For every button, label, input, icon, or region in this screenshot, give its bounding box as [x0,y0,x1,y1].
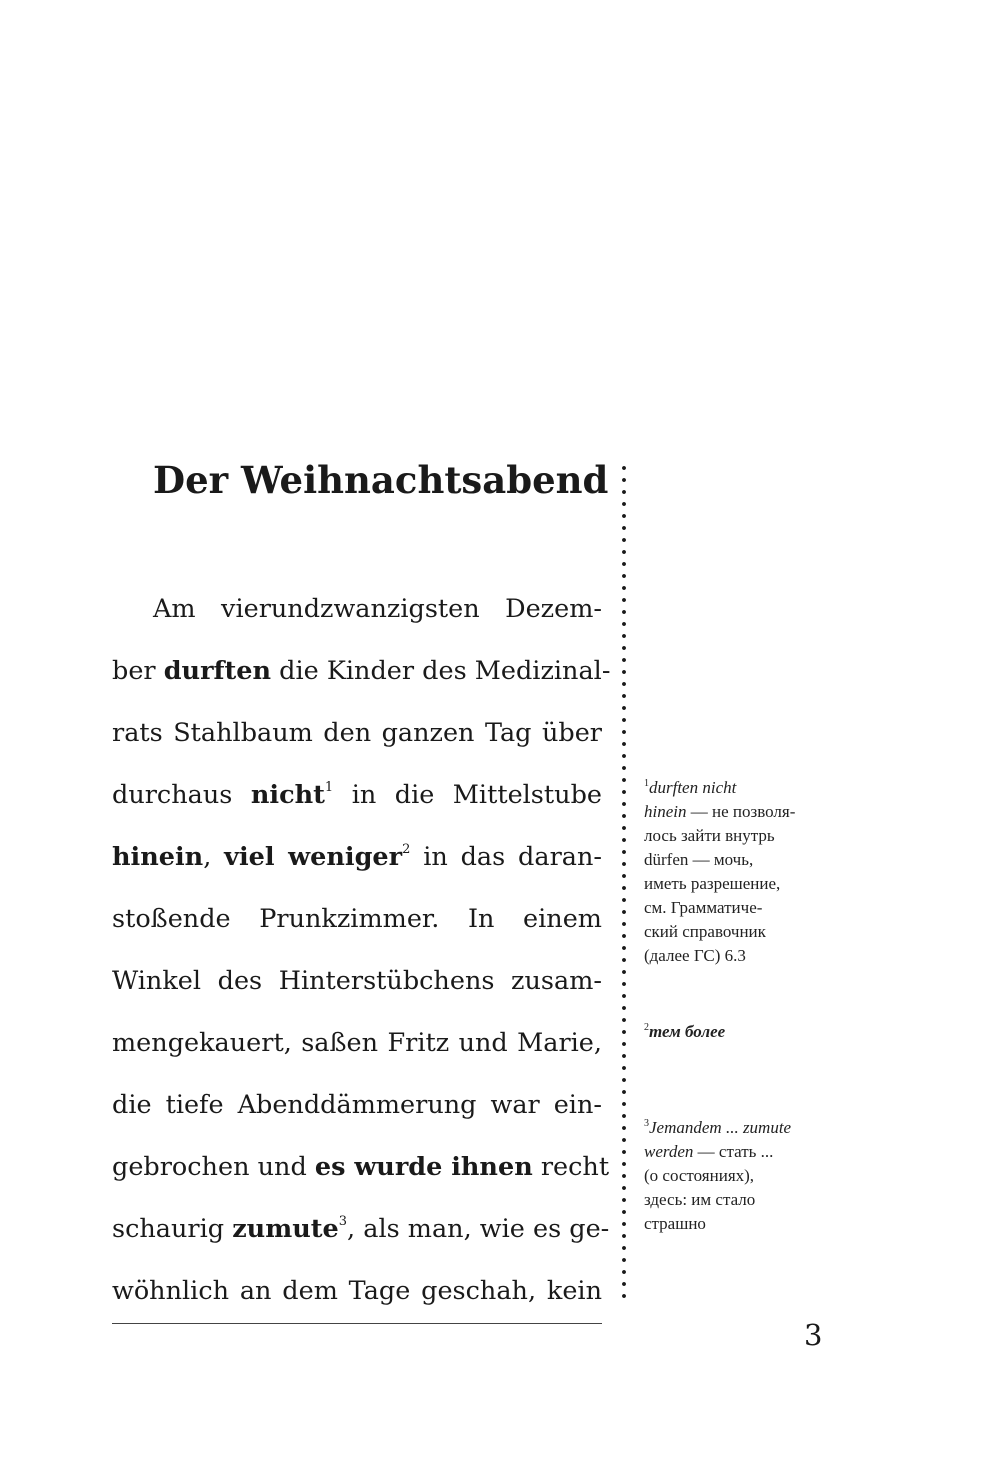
note-line: (далее ГС) 6.3 [644,946,746,965]
text-line [112,1074,602,1136]
glossed-word: nicht [250,780,325,810]
text-segment: mengekauert, saßen Fritz und Marie, [112,1028,602,1058]
chapter-title: Der Weihnachtsabend [153,458,609,502]
note-term: Jemandem ... zumute [649,1118,792,1137]
text-line [112,1012,602,1074]
text-line [112,950,602,1012]
glossed-word: es wurde ihnen [314,1152,533,1182]
glossed-word: durften [163,656,272,686]
note-term: werden [644,1142,694,1161]
note-term: hinein [644,802,687,821]
text-segment: gebrochen und [112,1152,315,1182]
text-segment: stoßende Prunkzimmer. In einem [112,904,602,934]
glossed-word: viel weniger [224,842,403,872]
dotted-divider [622,462,626,1298]
text-line [112,1136,610,1198]
text-line [112,578,602,640]
glossed-word: zumute [232,1214,339,1244]
text-line [112,826,602,888]
text-segment: rats Stahlbaum den ganzen Tag über [112,718,602,748]
note-number: 2 [644,1022,649,1033]
text-line [112,888,602,950]
footnote-marker: 3 [338,1214,348,1229]
note-line: здесь: им стало [644,1190,756,1209]
note-number: 1 [644,778,649,789]
text-segment: Winkel des Hinterstübchens zusam- [112,966,602,996]
note-line [644,800,844,824]
note-text: — стать ... [693,1142,774,1161]
text-segment: in das daran- [410,842,603,872]
body-text [112,578,611,1322]
note-line [644,776,844,800]
text-segment: , [203,842,225,872]
text-segment: die tiefe Abenddämmerung war ein- [112,1090,602,1120]
note-line [644,1116,844,1140]
glossed-word: hinein [112,842,204,872]
note-text: — не позволя- [686,802,796,821]
note-line [644,1140,844,1164]
note-line: иметь разрешение, [644,874,781,893]
text-segment: wöhnlich an dem Tage geschah, kein [112,1276,602,1306]
note-term: durften nicht [649,778,737,797]
text-line [112,702,602,764]
text-line [112,764,602,826]
note-line: ский справочник [644,922,766,941]
text-segment: durchaus [112,780,251,810]
note-line: (о состояниях), [644,1166,755,1185]
text-line [112,640,611,702]
footnote-marker: 1 [324,780,334,795]
text-segment: ber [112,656,164,686]
text-segment: recht [532,1152,610,1182]
note-number: 3 [644,1118,649,1129]
note-line: dürfen — мочь, [644,850,754,869]
note-line: лось зайти внутрь [644,826,775,845]
note-line: страшно [644,1214,706,1233]
text-segment: Am vierundzwanzigsten Dezem- [153,594,602,624]
margin-note-3 [644,1116,844,1236]
margin-note-2 [644,1020,844,1044]
text-segment: in die Mittelstube [333,780,602,810]
margin-note-1 [644,776,844,968]
footer-rule [112,1323,602,1324]
page-number: 3 [804,1318,823,1352]
text-line [112,1260,602,1322]
text-segment: die Kinder des Medizinal- [271,656,611,686]
text-segment: schaurig [112,1214,233,1244]
note-line: см. Грамматиче- [644,898,763,917]
note-term: тем более [649,1022,726,1041]
text-line [112,1198,610,1260]
footnote-marker: 2 [402,842,411,857]
note-line [644,1020,844,1044]
text-segment: , als man, wie es ge- [347,1214,610,1244]
